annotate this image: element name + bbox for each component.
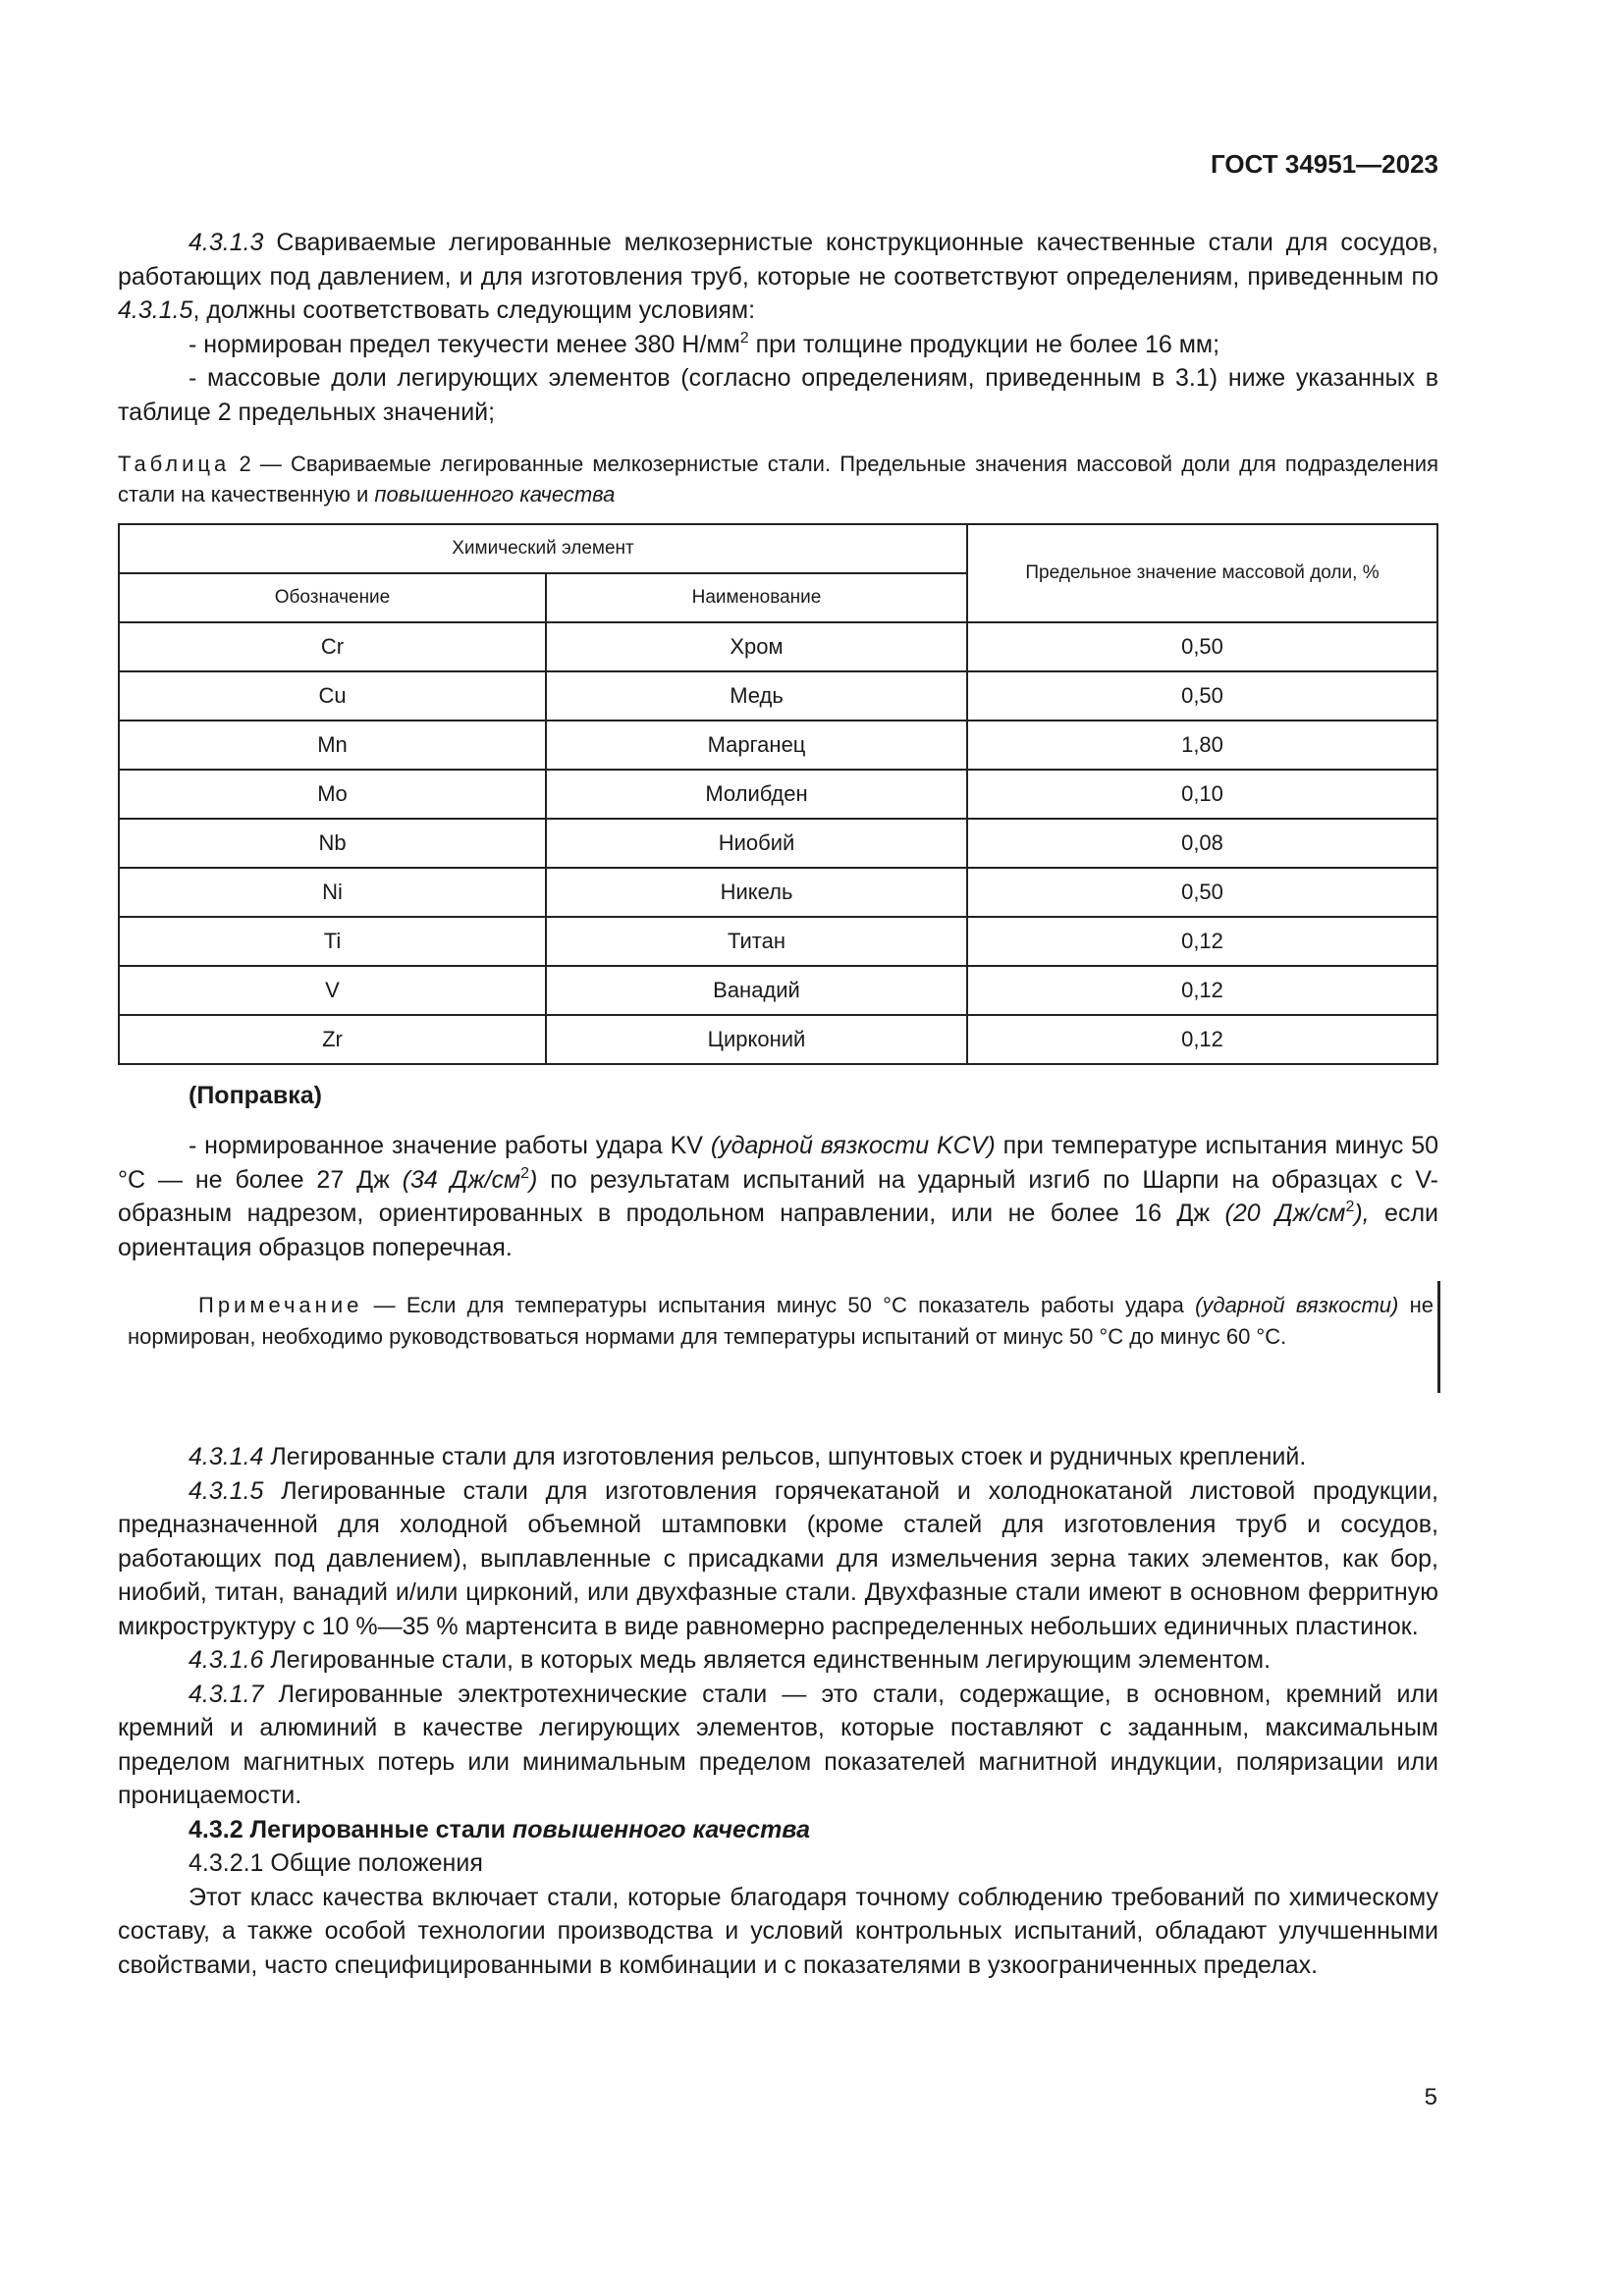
clause-4-3-1-5: 4.3.1.5 Легированные стали для изготовления горячекатаной и холоднокатаной листовой продукции, предназначенной для холодной объемной штамповки (кроме сталей для изготовления труб и сосудов, работающих под давлением), выплавленные с присадками для измельчения зерна таких элементов, как бор, ниобий, титан, ванадий и/или цирконий, или двухфазные стали. Двухфазные стали имеют в основном ферритную микроструктуру с 10 %—35 % мартенсита в виде равномерно распределенных небольших единичных пластинок. bbox=[118, 1476, 1438, 1640]
table-row bbox=[119, 622, 1437, 671]
amendment-label: (Поправка) bbox=[189, 1082, 322, 1109]
paragraph: Этот класс качества включает стали, которые благодаря точному соблюдению требований по химическому составу, а также особой технологии производства и условий контрольных испытаний, обладают улучшенными свойствами, часто специфицированными в комбинации и с показателями в узкоограниченных пределах. bbox=[118, 1883, 1438, 1979]
cell-name: Ниобий bbox=[546, 819, 967, 868]
clause-4-3-1-6: 4.3.1.6 Легированные стали, в которых медь является единственным легирующим элементом. bbox=[189, 1646, 1272, 1674]
cell-symbol: Ni bbox=[119, 868, 546, 917]
cell-limit: 0,08 bbox=[967, 819, 1437, 868]
table-row bbox=[119, 770, 1437, 819]
cell-limit: 0,50 bbox=[967, 622, 1437, 671]
cell-symbol: Cr bbox=[119, 622, 546, 671]
cell-symbol: Mn bbox=[119, 721, 546, 770]
change-bar bbox=[1437, 1281, 1440, 1393]
cell-symbol: V bbox=[119, 966, 546, 1015]
page-number: 5 bbox=[1424, 2084, 1437, 2110]
cell-symbol: Nb bbox=[119, 819, 546, 868]
table-row bbox=[119, 671, 1437, 721]
table-row bbox=[119, 721, 1437, 770]
table-caption: Таблица 2 — Свариваемые легированные мелкозернистые стали. Предельные значения массовой доли для подразделения стали на качественную и повышенного качества bbox=[118, 452, 1438, 507]
section-body bbox=[118, 1440, 1438, 1982]
heading-4-3-2: 4.3.2 Легированные стали повышенного качества bbox=[189, 1815, 810, 1843]
list-item: - массовые доли легирующих элементов (согласно определениям, приведенным в 3.1) ниже указанных в таблице 2 предельных значений; bbox=[118, 364, 1438, 426]
cell-limit: 1,80 bbox=[967, 721, 1437, 770]
cell-name: Хром bbox=[546, 622, 967, 671]
cell-limit: 0,12 bbox=[967, 1015, 1437, 1064]
table-row bbox=[119, 868, 1437, 917]
cell-symbol: Ti bbox=[119, 917, 546, 966]
document-id: ГОСТ 34951—2023 bbox=[1211, 149, 1438, 179]
group-header: Химический элемент bbox=[119, 524, 967, 573]
table-row bbox=[119, 966, 1437, 1015]
table-2 bbox=[118, 523, 1438, 1065]
cell-limit: 0,50 bbox=[967, 671, 1437, 721]
cell-name: Никель bbox=[546, 868, 967, 917]
table-row bbox=[119, 819, 1437, 868]
cell-limit: 0,12 bbox=[967, 966, 1437, 1015]
table-row bbox=[119, 1015, 1437, 1064]
clause-text: , должны соответствовать следующим условиям: bbox=[192, 296, 756, 324]
cell-symbol: Cu bbox=[119, 671, 546, 721]
cell-name: Титан bbox=[546, 917, 967, 966]
clause-4-3-1-7: 4.3.1.7 Легированные электротехнические стали — это стали, содержащие, в основном, кремний или кремний и алюминий в качестве легирующих элементов, которые поставляют с заданным, максимальным пределом магнитных потерь или минимальным пределом показателей магнитной индукции, поляризации или проницаемости. bbox=[118, 1680, 1438, 1809]
cell-name: Марганец bbox=[546, 721, 967, 770]
cell-name: Цирконий bbox=[546, 1015, 967, 1064]
clause-4-3-1-4: 4.3.1.4 Легированные стали для изготовления рельсов, шпунтовых стоек и рудничных креплений. bbox=[189, 1443, 1307, 1470]
col-header-name: Наименование bbox=[546, 573, 967, 622]
table-row bbox=[119, 917, 1437, 966]
list-item: - нормирован предел текучести менее 380 $Н/мм^2$ при толщине продукции не более 16 мм; bbox=[189, 329, 1220, 358]
cell-symbol: Zr bbox=[119, 1015, 546, 1064]
clause-number: 4.3.1.3 bbox=[189, 229, 264, 256]
col-header-limit: Предельное значение массовой доли, % bbox=[967, 524, 1437, 622]
cell-limit: 0,50 bbox=[967, 868, 1437, 917]
clause-ref[interactable]: 4.3.1.5 bbox=[118, 296, 193, 324]
cell-name: Молибден bbox=[546, 770, 967, 819]
cell-symbol: Mo bbox=[119, 770, 546, 819]
note: Примечание — Если для температуры испытания минус 50 °С показатель работы удара (ударной вязкости) не нормирован, необходимо руководствоваться нормами для температуры испытаний от минус 50 °С до минус 60 °С. bbox=[128, 1293, 1434, 1349]
cell-name: Ванадий bbox=[546, 966, 967, 1015]
col-header-symbol: Обозначение bbox=[119, 573, 546, 622]
clause-text: Свариваемые легированные мелкозернистые конструкционные качественные стали для сосудов, работающих под давлением, и для изготовления труб, которые не соответствуют определениям, приведенным по bbox=[118, 229, 1438, 291]
cell-limit: 0,12 bbox=[967, 917, 1437, 966]
heading-4-3-2-1: 4.3.2.1 Общие положения bbox=[189, 1849, 483, 1877]
cell-limit: 0,10 bbox=[967, 770, 1437, 819]
list-item: - нормированное значение работы удара KV (ударной вязкости KCV) при температуре испытания минус 50 °С — не более 27 Дж (34 $Дж/см^2$) по результатам испытаний на ударный изгиб по Шарпи на образцах с V-образным надрезом, ориентированных в продольном направлении, или не более 16 Дж (20 $Дж/см^2$), если ориентация образцов поперечная. bbox=[118, 1132, 1439, 1261]
cell-name: Медь bbox=[546, 671, 967, 721]
section-4-3-1-3 bbox=[118, 226, 1438, 429]
